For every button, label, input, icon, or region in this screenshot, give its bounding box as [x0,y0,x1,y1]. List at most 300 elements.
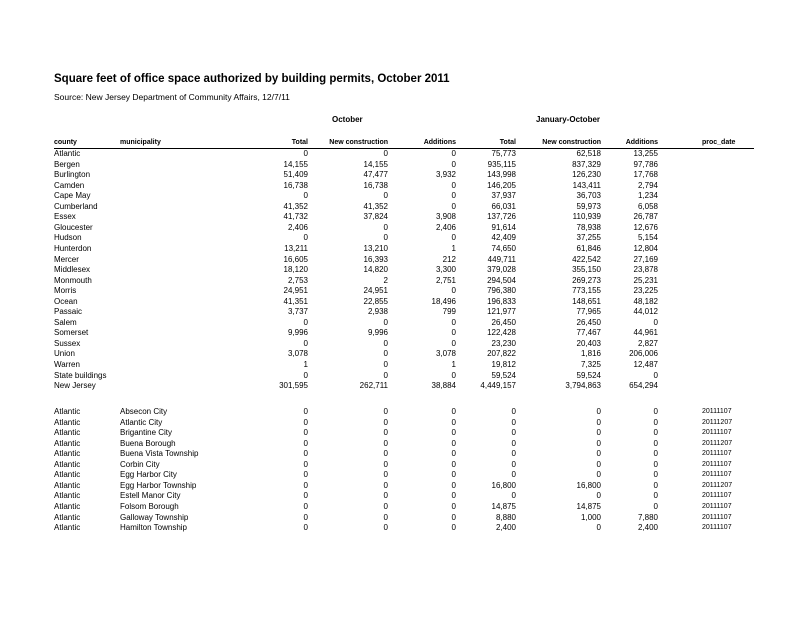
cell-county: Mercer [54,254,79,264]
municipality-row [54,513,754,523]
municipality-row [54,502,754,512]
cell-oct-total: 0 [303,407,308,416]
cell-ytd-total: 146,205 [487,180,516,190]
cell-oct-total: 14,155 [283,159,308,169]
cell-county: Atlantic [54,407,81,416]
cell-ytd-total: 0 [511,428,516,438]
col-header-oct-new: New construction [329,139,388,146]
county-row [54,297,754,307]
cell-ytd-new: 37,255 [576,233,601,243]
cell-oct-additions: 212 [442,254,456,264]
county-row [54,381,754,391]
county-row [54,255,754,265]
cell-ytd-additions: 2,794 [637,180,658,190]
cell-ytd-total: 0 [511,459,516,469]
cell-ytd-total: 4,449,157 [480,381,516,391]
cell-proc-date: 20111107 [702,460,732,468]
cell-municipality: Hamilton Township [120,523,187,533]
cell-ytd-total: 0 [511,491,516,501]
cell-oct-new: 0 [383,149,388,158]
cell-oct-total: 0 [303,149,308,158]
cell-ytd-new: 78,938 [576,222,601,232]
municipality-row [54,523,754,533]
cell-ytd-total: 0 [511,417,516,427]
county-row [54,328,754,338]
cell-oct-new: 16,738 [363,180,388,190]
cell-oct-total: 41,732 [283,212,308,222]
cell-oct-additions: 1 [451,243,456,253]
cell-ytd-new: 126,230 [572,170,601,180]
county-row [54,149,754,159]
cell-oct-new: 13,210 [363,243,388,253]
cell-county: Sussex [54,338,81,348]
county-row [54,202,754,212]
cell-proc-date: 20111107 [702,524,732,532]
group-header-jan-oct: January-October [536,115,601,124]
municipality-row [54,439,754,449]
cell-ytd-additions: 23,225 [633,286,658,296]
cell-proc-date: 20111107 [702,513,732,521]
municipality-row [54,407,754,417]
municipality-row [54,460,754,470]
cell-ytd-new: 20,403 [576,338,601,348]
cell-oct-total: 0 [303,233,308,243]
cell-ytd-new: 36,703 [576,191,601,201]
cell-ytd-additions: 206,006 [629,349,658,359]
cell-ytd-total: 2,400 [495,523,516,533]
cell-oct-additions: 799 [442,307,456,317]
cell-oct-new: 0 [383,438,388,448]
cell-oct-new: 0 [383,491,388,501]
cell-county: Hudson [54,233,82,243]
cell-county: Atlantic [54,523,81,533]
cell-county: Atlantic [54,428,81,438]
cell-ytd-additions: 17,768 [633,170,658,180]
cell-county: Warren [54,360,80,369]
cell-county: Atlantic [54,512,81,522]
cell-county: Atlantic [54,149,81,158]
cell-ytd-additions: 12,804 [633,243,658,253]
cell-county: Atlantic [54,491,81,501]
cell-oct-new: 0 [383,360,388,369]
cell-county: Cape May [54,191,91,201]
cell-oct-additions: 2,751 [435,275,456,285]
cell-oct-total: 0 [303,470,308,480]
cell-county: Essex [54,212,76,222]
cell-oct-additions: 0 [451,407,456,416]
cell-proc-date: 20111207 [702,439,733,447]
cell-oct-total: 41,352 [283,201,308,211]
cell-oct-new: 0 [383,449,388,459]
cell-ytd-new: 61,846 [576,243,601,253]
cell-oct-additions: 3,078 [435,349,456,359]
cell-ytd-additions: 0 [653,491,658,501]
cell-county: Hunterdon [54,243,92,253]
cell-ytd-additions: 25,231 [633,275,658,285]
cell-oct-total: 1 [303,360,308,369]
cell-oct-additions: 0 [451,438,456,448]
cell-oct-new: 14,820 [363,265,388,275]
cell-county: Atlantic [54,459,81,469]
cell-ytd-total: 0 [511,438,516,448]
cell-ytd-new: 59,524 [576,370,601,380]
cell-county: Atlantic [54,501,81,511]
cell-ytd-additions: 7,880 [637,512,658,522]
cell-municipality: Folsom Borough [120,501,179,511]
cell-ytd-total: 0 [511,449,516,459]
cell-oct-new: 14,155 [363,159,388,169]
col-header-oct-total: Total [291,139,308,146]
county-row [54,307,754,317]
cell-ytd-total: 59,524 [491,370,516,380]
cell-ytd-new: 269,273 [572,275,601,285]
cell-ytd-new: 0 [596,449,601,459]
cell-proc-date: 20111107 [702,502,732,510]
cell-oct-total: 24,951 [283,286,308,296]
cell-county: Salem [54,317,77,327]
cell-ytd-additions: 12,487 [633,360,658,369]
cell-oct-new: 0 [383,407,388,416]
cell-county: Bergen [54,159,80,169]
cell-ytd-total: 75,773 [491,149,516,158]
cell-ytd-new: 77,467 [576,328,601,338]
cell-ytd-total: 294,504 [487,275,516,285]
cell-county: Passaic [54,307,83,317]
cell-ytd-new: 59,973 [576,201,601,211]
cell-oct-new: 0 [383,480,388,490]
cell-oct-total: 0 [303,191,308,201]
cell-oct-new: 37,824 [363,212,388,222]
cell-oct-additions: 0 [451,191,456,201]
cell-municipality: Buena Vista Township [120,449,199,459]
cell-ytd-total: 66,031 [491,201,516,211]
cell-ytd-additions: 0 [653,449,658,459]
cell-oct-additions: 0 [451,470,456,480]
cell-ytd-new: 0 [596,523,601,533]
cell-ytd-new: 0 [596,428,601,438]
cell-oct-total: 0 [303,338,308,348]
cell-oct-additions: 0 [451,501,456,511]
cell-ytd-total: 0 [511,470,516,480]
cell-municipality: Estell Manor City [120,491,181,501]
county-row [54,339,754,349]
cell-oct-new: 47,477 [363,170,388,180]
cell-ytd-total: 143,998 [487,170,516,180]
cell-oct-total: 2,406 [287,222,308,232]
cell-ytd-additions: 654,294 [629,381,658,391]
cell-county: Union [54,349,75,359]
cell-proc-date: 20111107 [702,408,732,415]
cell-ytd-new: 0 [596,438,601,448]
cell-oct-new: 24,951 [363,286,388,296]
cell-ytd-total: 122,428 [487,328,516,338]
cell-ytd-additions: 44,012 [633,307,658,317]
cell-ytd-new: 3,794,863 [565,381,601,391]
cell-municipality: Corbin City [120,459,160,469]
col-header-municipality: municipality [120,139,161,146]
cell-oct-additions: 2,406 [435,222,456,232]
cell-ytd-additions: 12,676 [633,222,658,232]
cell-county: Monmouth [54,275,92,285]
cell-oct-total: 0 [303,523,308,533]
cell-oct-total: 3,078 [287,349,308,359]
cell-oct-additions: 0 [451,491,456,501]
cell-oct-new: 0 [383,222,388,232]
cell-county: Morris [54,286,77,296]
cell-oct-total: 0 [303,501,308,511]
cell-ytd-additions: 44,961 [633,328,658,338]
cell-oct-additions: 0 [451,317,456,327]
cell-ytd-total: 23,230 [491,338,516,348]
cell-county: State buildings [54,370,107,380]
cell-ytd-new: 62,518 [576,149,601,158]
cell-county: Cumberland [54,201,98,211]
cell-oct-additions: 0 [451,180,456,190]
cell-oct-total: 9,996 [287,328,308,338]
cell-ytd-total: 207,822 [487,349,516,359]
cell-oct-additions: 0 [451,201,456,211]
cell-oct-total: 0 [303,317,308,327]
cell-ytd-new: 148,651 [572,296,601,306]
cell-county: Atlantic [54,470,81,480]
cell-ytd-additions: 0 [653,407,658,416]
cell-oct-total: 41,351 [283,296,308,306]
cell-oct-additions: 18,496 [431,296,456,306]
cell-oct-additions: 0 [451,428,456,438]
cell-county: Atlantic [54,417,81,427]
cell-ytd-new: 0 [596,459,601,469]
cell-ytd-new: 16,800 [576,480,601,490]
municipality-row [54,418,754,428]
cell-municipality: Buena Borough [120,438,176,448]
cell-oct-total: 301,595 [279,381,308,391]
cell-ytd-total: 91,614 [491,222,516,232]
county-row [54,276,754,286]
cell-proc-date: 20111107 [702,450,732,458]
county-row [54,170,754,180]
cell-ytd-new: 110,939 [572,212,601,222]
municipality-row [54,491,754,501]
municipality-row [54,481,754,491]
municipality-row [54,428,754,438]
cell-ytd-additions: 0 [653,428,658,438]
cell-ytd-new: 7,325 [580,360,601,369]
cell-ytd-total: 74,650 [491,243,516,253]
cell-oct-additions: 0 [451,233,456,243]
cell-proc-date: 20111107 [702,471,732,479]
cell-oct-total: 18,120 [283,265,308,275]
cell-oct-new: 41,352 [363,201,388,211]
cell-ytd-new: 0 [596,470,601,480]
county-row [54,160,754,170]
cell-municipality: Absecon City [120,407,168,416]
cell-oct-total: 0 [303,428,308,438]
cell-county: Ocean [54,296,78,306]
cell-oct-additions: 0 [451,159,456,169]
cell-ytd-total: 16,800 [491,480,516,490]
cell-oct-new: 0 [383,417,388,427]
cell-oct-total: 2,753 [287,275,308,285]
cell-oct-total: 0 [303,449,308,459]
cell-oct-additions: 0 [451,512,456,522]
cell-oct-new: 0 [383,338,388,348]
cell-county: Atlantic [54,449,81,459]
county-row [54,223,754,233]
col-header-proc-date: proc_date [702,139,736,146]
cell-ytd-additions: 13,255 [633,149,658,158]
cell-ytd-total: 14,875 [491,501,516,511]
cell-ytd-additions: 26,787 [633,212,658,222]
cell-oct-new: 0 [383,459,388,469]
cell-proc-date: 20111207 [702,418,733,426]
cell-oct-total: 0 [303,417,308,427]
county-row [54,371,754,381]
cell-ytd-additions: 2,827 [637,338,658,348]
report-title: Square feet of office space authorized by building permits, October 2011 [54,73,450,85]
county-row [54,212,754,222]
cell-ytd-total: 0 [511,407,516,416]
cell-municipality: Brigantine City [120,428,173,438]
county-row [54,265,754,275]
cell-ytd-total: 8,880 [495,512,516,522]
cell-oct-new: 262,711 [359,381,388,391]
county-row [54,286,754,296]
cell-oct-total: 0 [303,480,308,490]
cell-ytd-total: 379,028 [487,265,516,275]
cell-oct-new: 0 [383,233,388,243]
cell-ytd-total: 42,409 [491,233,516,243]
cell-oct-additions: 0 [451,459,456,469]
cell-oct-additions: 1 [451,360,456,369]
cell-county: Atlantic [54,438,81,448]
cell-municipality: Egg Harbor City [120,470,177,480]
cell-oct-additions: 3,932 [435,170,456,180]
cell-ytd-new: 26,450 [576,317,601,327]
cell-oct-additions: 0 [451,370,456,380]
cell-oct-additions: 0 [451,480,456,490]
cell-county: Somerset [54,328,89,338]
cell-ytd-new: 14,875 [576,501,601,511]
col-header-ytd-new: New construction [542,139,601,146]
cell-oct-new: 22,855 [363,296,388,306]
cell-proc-date: 20111107 [702,492,732,500]
cell-oct-additions: 0 [451,523,456,533]
cell-county: Gloucester [54,222,93,232]
municipality-row [54,470,754,480]
cell-oct-total: 0 [303,491,308,501]
cell-oct-total: 13,211 [284,243,308,253]
cell-ytd-new: 0 [596,417,601,427]
cell-proc-date: 20111107 [702,429,732,437]
col-header-ytd-total: Total [499,139,516,146]
county-row [54,233,754,243]
cell-ytd-additions: 0 [653,438,658,448]
source-note: Source: New Jersey Department of Community Affairs, 12/7/11 [54,92,290,102]
cell-proc-date: 20111207 [702,481,733,489]
cell-ytd-total: 935,115 [487,159,516,169]
cell-oct-additions: 0 [451,338,456,348]
cell-ytd-additions: 1,234 [637,191,658,201]
cell-ytd-total: 796,380 [487,286,516,296]
cell-ytd-additions: 5,154 [637,233,658,243]
cell-oct-new: 0 [383,501,388,511]
cell-ytd-additions: 0 [653,370,658,380]
cell-oct-new: 0 [383,191,388,201]
cell-ytd-additions: 23,878 [633,265,658,275]
cell-ytd-additions: 0 [653,480,658,490]
cell-oct-additions: 0 [451,149,456,158]
cell-oct-total: 0 [303,370,308,380]
cell-ytd-new: 0 [596,491,601,501]
cell-ytd-total: 196,833 [487,296,516,306]
cell-oct-total: 3,737 [287,307,308,317]
cell-ytd-additions: 48,182 [633,296,658,306]
cell-ytd-additions: 2,400 [637,523,658,533]
cell-ytd-new: 1,816 [580,349,601,359]
cell-oct-new: 16,393 [363,254,388,264]
cell-county: New Jersey [54,381,96,391]
cell-oct-total: 16,605 [283,254,308,264]
col-header-oct-additions: Additions [423,139,456,146]
cell-ytd-new: 355,150 [572,265,601,275]
cell-county: Middlesex [54,265,91,275]
cell-county: Burlington [54,170,91,180]
col-header-county: county [54,139,77,146]
county-row [54,244,754,254]
cell-municipality: Galloway Township [120,512,189,522]
cell-ytd-new: 773,155 [572,286,601,296]
cell-ytd-new: 422,542 [572,254,601,264]
cell-oct-additions: 3,908 [435,212,456,222]
cell-ytd-new: 143,411 [572,180,601,190]
cell-ytd-new: 837,329 [572,159,601,169]
county-row [54,318,754,328]
cell-oct-total: 16,738 [283,180,308,190]
cell-ytd-new: 77,965 [576,307,601,317]
cell-oct-new: 0 [383,512,388,522]
cell-oct-new: 0 [383,428,388,438]
cell-oct-new: 0 [383,317,388,327]
cell-oct-new: 2 [383,275,388,285]
cell-ytd-additions: 0 [653,501,658,511]
cell-ytd-additions: 0 [653,470,658,480]
cell-oct-total: 0 [303,459,308,469]
cell-ytd-total: 449,711 [487,254,516,264]
cell-oct-additions: 0 [451,328,456,338]
cell-ytd-total: 26,450 [491,317,516,327]
cell-oct-new: 2,938 [367,307,388,317]
cell-oct-additions: 3,300 [435,265,456,275]
county-row [54,360,754,370]
cell-oct-new: 9,996 [367,328,388,338]
cell-county: Atlantic [54,480,81,490]
cell-oct-total: 0 [303,512,308,522]
cell-ytd-additions: 97,786 [633,159,658,169]
cell-ytd-new: 1,000 [580,512,601,522]
cell-oct-new: 0 [383,523,388,533]
cell-oct-total: 0 [303,438,308,448]
county-row [54,191,754,201]
col-header-ytd-additions: Additions [625,139,658,146]
county-row [54,349,754,359]
cell-ytd-total: 19,812 [491,360,516,369]
cell-ytd-total: 137,726 [487,212,516,222]
cell-oct-new: 0 [383,470,388,480]
county-row [54,181,754,191]
cell-oct-new: 0 [383,370,388,380]
cell-oct-total: 51,409 [283,170,308,180]
cell-ytd-additions: 0 [653,459,658,469]
